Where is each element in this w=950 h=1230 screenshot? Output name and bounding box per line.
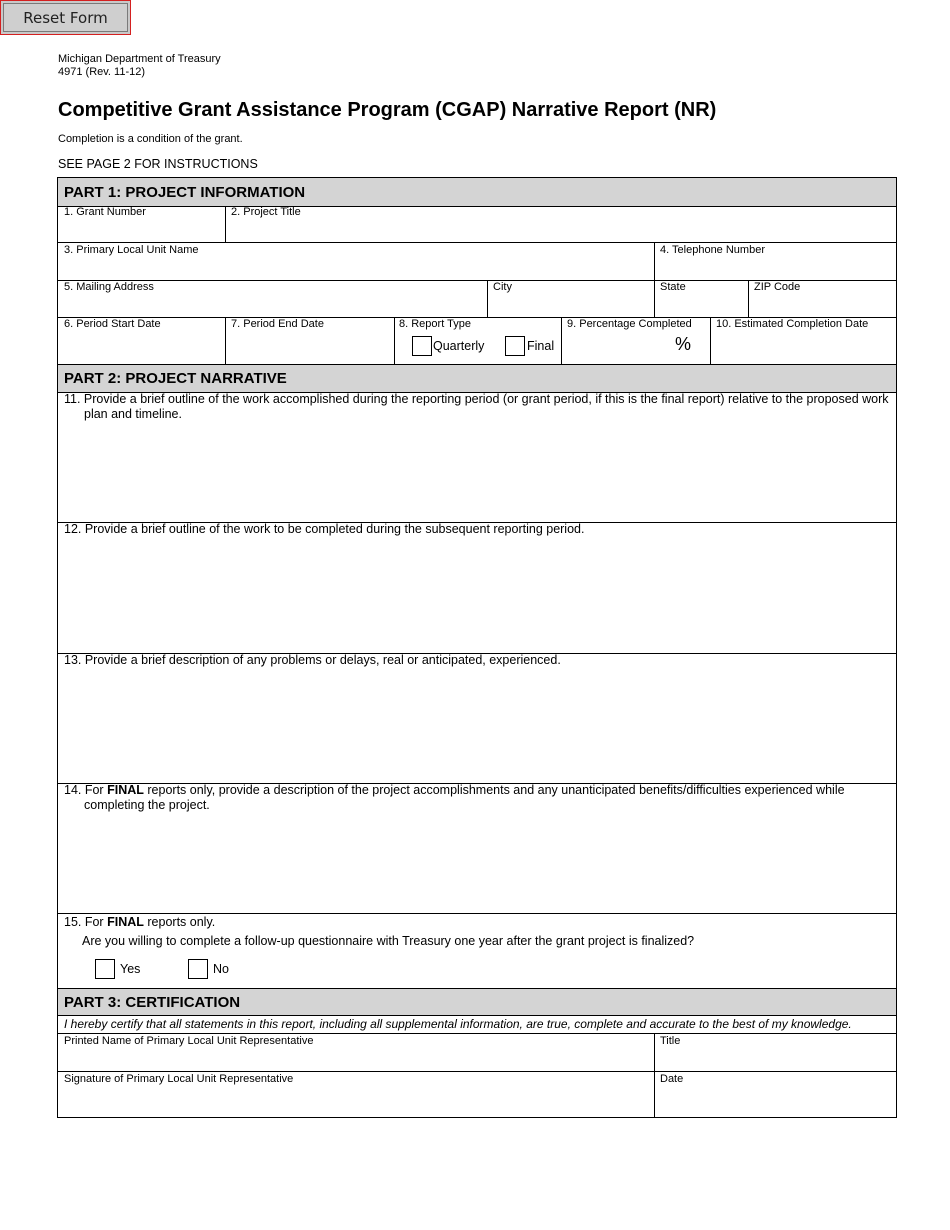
- zip-code-label: ZIP Code: [754, 281, 801, 293]
- printed-name-field[interactable]: [59, 1049, 653, 1070]
- department-name: Michigan Department of Treasury: [58, 53, 221, 65]
- q14-text: [64, 783, 845, 798]
- form-title: Competitive Grant Assistance Program (CGAP) Narrative Report (NR): [58, 99, 717, 121]
- divider: [58, 1033, 896, 1034]
- part1-heading: PART 1: PROJECT INFORMATION: [58, 178, 896, 207]
- grant-number-label: 1. Grant Number: [64, 206, 146, 218]
- grant-number-field[interactable]: [59, 220, 223, 241]
- q12-text: 12. Provide a brief outline of the work to be completed during the subsequent reporting period.: [64, 522, 585, 536]
- q14-rest: reports only, provide a description of the project accomplishments and any unanticipated benefits/difficulties experienced while: [147, 783, 845, 797]
- divider: [748, 280, 749, 317]
- yes-checkbox[interactable]: [95, 959, 115, 979]
- form-number: 4971 (Rev. 11-12): [58, 66, 146, 78]
- completion-condition: Completion is a condition of the grant.: [58, 133, 243, 145]
- state-field[interactable]: [656, 295, 747, 316]
- report-type-label: 8. Report Type: [399, 318, 471, 330]
- primary-local-unit-label: 3. Primary Local Unit Name: [64, 244, 199, 256]
- signature-field[interactable]: [59, 1087, 653, 1116]
- q13-text: 13. Provide a brief description of any problems or delays, real or anticipated, experienced.: [64, 653, 561, 667]
- q14-text-continued: completing the project.: [84, 798, 210, 812]
- mailing-address-field[interactable]: [59, 295, 486, 316]
- q14-prefix: 14. For: [64, 783, 104, 797]
- q14-response-field[interactable]: [59, 815, 895, 911]
- q11-response-field[interactable]: [59, 424, 895, 520]
- estimated-completion-label: 10. Estimated Completion Date: [716, 318, 869, 330]
- quarterly-label: Quarterly: [433, 339, 485, 353]
- telephone-label: 4. Telephone Number: [660, 244, 765, 256]
- divider: [225, 317, 226, 364]
- divider: [654, 242, 655, 280]
- yes-label: Yes: [120, 962, 141, 976]
- date-label: Date: [660, 1073, 684, 1085]
- percentage-label: 9. Percentage Completed: [567, 318, 692, 330]
- percent-sign: %: [675, 334, 692, 354]
- divider: [394, 317, 395, 364]
- title-field[interactable]: [656, 1049, 895, 1070]
- estimated-completion-field[interactable]: [712, 333, 895, 363]
- q11-text-continued: plan and timeline.: [84, 407, 182, 421]
- grant-report-form: [57, 177, 897, 1118]
- divider: [487, 280, 488, 317]
- period-start-field[interactable]: [59, 333, 223, 363]
- mailing-address-label: 5. Mailing Address: [64, 281, 154, 293]
- period-end-label: 7. Period End Date: [231, 318, 324, 330]
- divider: [654, 280, 655, 317]
- q15-text: [64, 915, 215, 930]
- divider: [561, 317, 562, 364]
- q11-text: 11. Provide a brief outline of the work accomplished during the reporting period (or grant period, if this is the final report) relative to the proposed work: [64, 392, 889, 406]
- divider: [710, 317, 711, 364]
- date-field[interactable]: [656, 1087, 895, 1116]
- part2-heading: PART 2: PROJECT NARRATIVE: [58, 364, 896, 393]
- q15-prefix: 15. For: [64, 915, 104, 929]
- final-label: Final: [527, 339, 555, 353]
- no-label: No: [213, 962, 229, 976]
- zip-code-field[interactable]: [750, 295, 895, 316]
- divider: [225, 207, 226, 242]
- state-label: State: [660, 281, 686, 293]
- q15-rest: reports only.: [147, 915, 216, 929]
- period-start-label: 6. Period Start Date: [64, 318, 161, 330]
- divider: [654, 1033, 655, 1117]
- percentage-field[interactable]: [563, 333, 668, 363]
- primary-local-unit-field[interactable]: [59, 258, 653, 279]
- city-field[interactable]: [489, 295, 653, 316]
- no-checkbox[interactable]: [188, 959, 208, 979]
- project-title-field[interactable]: [227, 220, 895, 241]
- q15-question: Are you willing to complete a follow-up questionnaire with Treasury one year after the grant project is finalized?: [82, 934, 695, 948]
- q12-response-field[interactable]: [59, 540, 895, 651]
- city-label: City: [493, 281, 512, 293]
- project-title-label: 2. Project Title: [231, 206, 301, 218]
- q15-final-emphasis: FINAL: [107, 915, 144, 929]
- reset-form-button[interactable]: [0, 0, 131, 35]
- divider: [58, 913, 896, 914]
- instructions-note: SEE PAGE 2 FOR INSTRUCTIONS: [58, 157, 258, 171]
- q13-response-field[interactable]: [59, 671, 895, 781]
- certification-statement: I hereby certify that all statements in this report, including all supplemental information, are true, complete and accurate to the best of my knowledge.: [64, 1017, 852, 1031]
- telephone-field[interactable]: [656, 258, 895, 279]
- divider: [58, 1071, 896, 1072]
- quarterly-checkbox[interactable]: [412, 336, 432, 356]
- signature-label: Signature of Primary Local Unit Representative: [64, 1073, 294, 1085]
- divider: [58, 242, 896, 243]
- period-end-field[interactable]: [227, 333, 392, 363]
- printed-name-label: Printed Name of Primary Local Unit Representative: [64, 1035, 314, 1047]
- part3-heading: PART 3: CERTIFICATION: [58, 988, 896, 1016]
- title-label: Title: [660, 1035, 681, 1047]
- final-checkbox[interactable]: [505, 336, 525, 356]
- reset-form-label: Reset Form: [3, 3, 128, 32]
- q14-final-emphasis: FINAL: [107, 783, 144, 797]
